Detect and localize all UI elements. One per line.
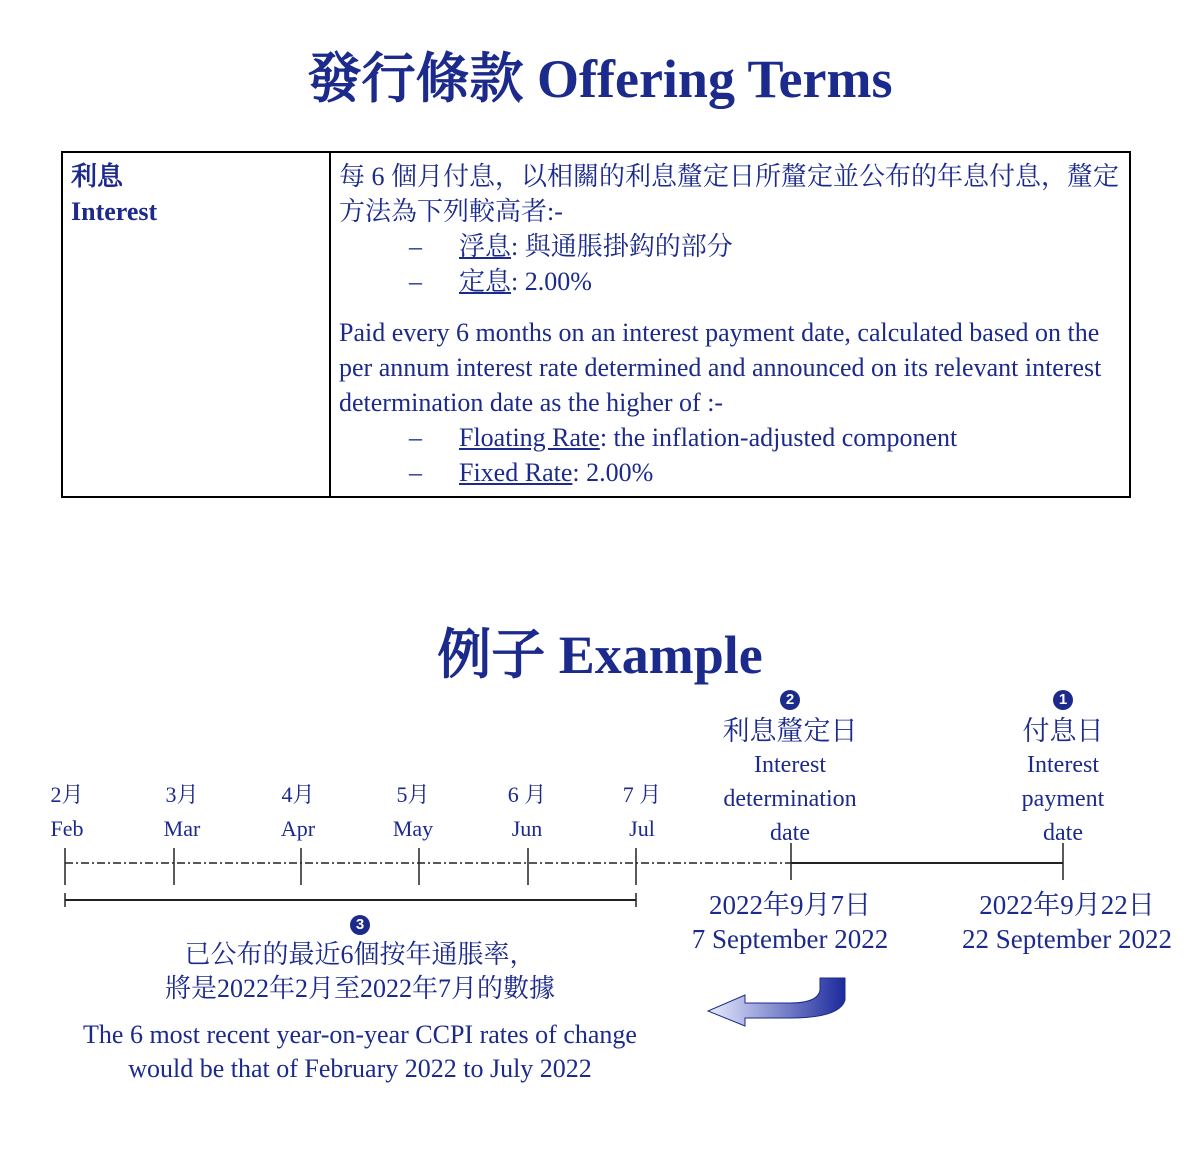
month-label: 3月 Mar — [163, 782, 201, 841]
label-en: Interest — [71, 197, 158, 226]
zh-paragraph: 每 6 個月付息，以相關的利息釐定日所釐定並公布的年息付息，釐定方法為下列較高者:- — [339, 162, 1120, 226]
en-paragraph: Paid every 6 months on an interest payment date, calculated based on the per annum interest rate determined and announced on its relevant interest determination date as the higher of :- — [339, 318, 1102, 417]
label-zh: 利息 — [71, 162, 124, 191]
payment-date: 2022年9月22日 22 September 2022 — [962, 890, 1172, 954]
determination-date-label: 2 利息釐定日 Interest determination date — [722, 691, 858, 846]
badge-2: 2 — [780, 690, 800, 710]
back-arrow-icon — [708, 978, 845, 1026]
badge-3: 3 — [350, 915, 370, 935]
month-label: 7 月 Jul — [622, 782, 662, 841]
month-label: 2月 Feb — [50, 782, 84, 841]
determination-date: 2022年9月7日 7 September 2022 — [691, 890, 889, 954]
zh-bullet: – 浮息: 與通脹掛鈎的部分 — [409, 232, 733, 261]
page-title: 發行條款 Offering Terms — [307, 49, 893, 109]
zh-bullet: – 定息: 2.00% — [409, 267, 592, 296]
window-description: 3 已公布的最近6個按年通脹率， 將是2022年2月至2022年7月的數據 The 6 most recent year-on-year CCPI rates of change would be that of February 2022 to July 2022 — [83, 916, 637, 1083]
month-label: 5月 May — [392, 782, 434, 841]
example-title: 例子 Example — [437, 625, 763, 685]
month-label: 4月 Apr — [280, 782, 316, 841]
en-bullet: – Floating Rate: the inflation-adjusted component — [409, 423, 958, 452]
month-label: 6 月 Jun — [507, 782, 547, 841]
payment-date-label: 1 付息日 Interest payment date — [1021, 691, 1105, 846]
badge-1: 1 — [1053, 690, 1073, 710]
en-bullet: – Fixed Rate: 2.00% — [409, 458, 654, 487]
